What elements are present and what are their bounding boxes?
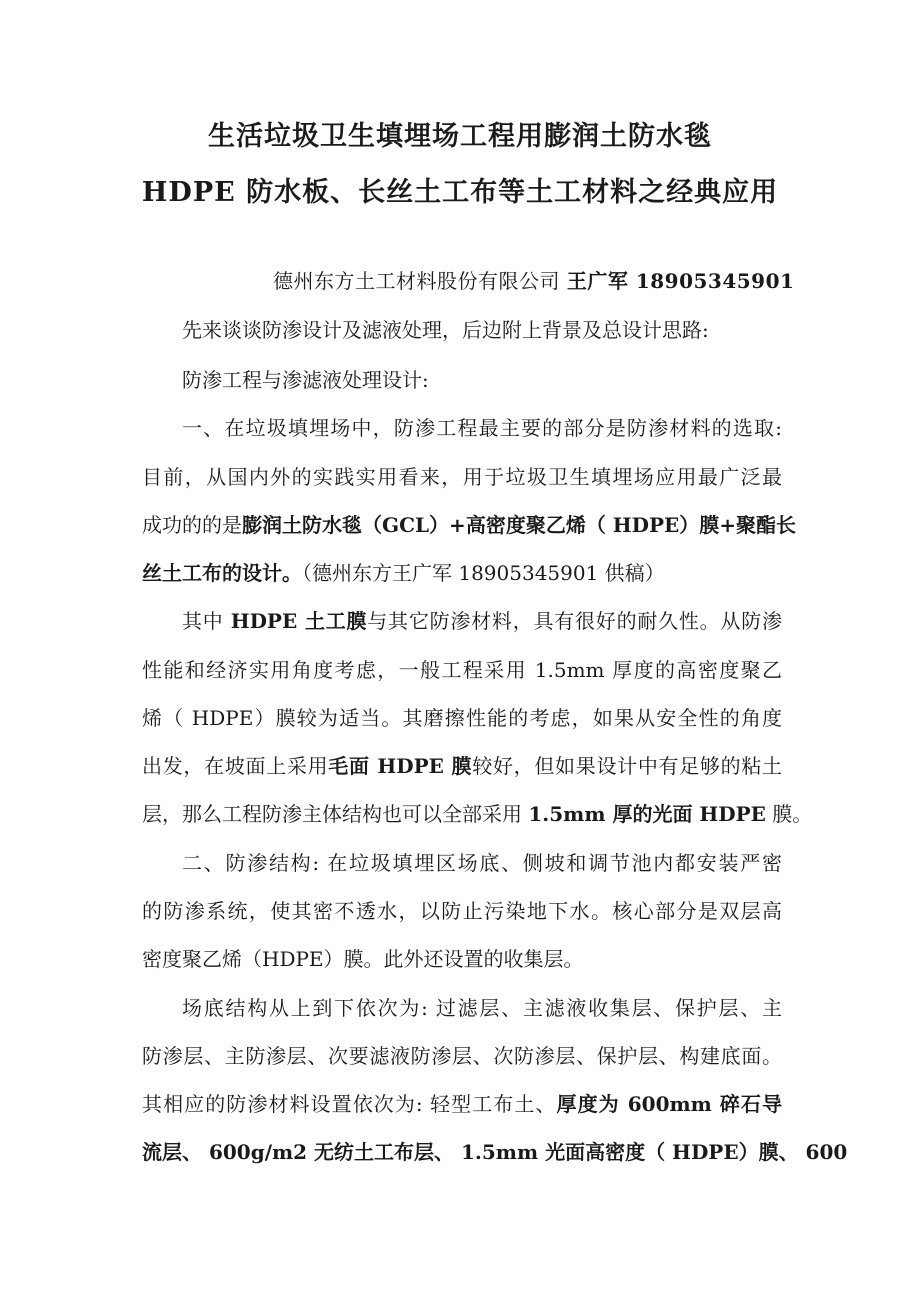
text-run: 层，那么工程防渗主体结构也可以全部采用 — [142, 802, 529, 826]
bold-run: 1.5mm 厚的光面 HDPE — [528, 802, 766, 826]
text-run: 膜。 — [765, 802, 813, 826]
bold-run: 毛面 HDPE 膜 — [328, 754, 473, 778]
paragraph-4-line-2: 防渗层、主防渗层、次要滤液防渗层、次防渗层、保护层、构建底面。 — [142, 1044, 782, 1068]
text-run: 其中 — [182, 609, 231, 633]
paragraph-2-line-4 — [142, 752, 782, 780]
text-run: 其相应的防渗材料设置依次为: 轻型工布土、 — [142, 1092, 557, 1116]
paragraph-3-line-3: 密度聚乙烯（HDPE）膜。此外还设置的收集层。 — [142, 947, 584, 971]
author-name: 王广军 18905345901 — [566, 269, 795, 293]
title-line-2: HDPE 防水板、长丝土工布等土工材料之经典应用 — [141, 177, 779, 208]
paragraph-1-line-4 — [142, 559, 782, 587]
paragraph-4-line-1: 场底结构从上到下依次为: 过滤层、主滤液收集层、保护层、主 — [182, 996, 782, 1020]
bold-run: HDPE 土工膜 — [230, 609, 368, 633]
paragraph-2-line-1 — [182, 607, 782, 635]
paragraph-3-line-1: 二、防渗结构: 在垃圾填埋区场底、侧坡和调节池内都安装严密 — [182, 851, 782, 875]
title-line-1: 生活垃圾卫生填埋场工程用膨润土防水毯 — [208, 121, 712, 152]
paragraph-1-line-3 — [142, 511, 797, 539]
text-run: 与其它防渗材料，具有很好的耐久性。从防渗 — [367, 609, 782, 633]
bold-run: 膨润土防水毯（GCL）+高密度聚乙烯（ HDPE）膜+聚酯长 — [242, 513, 797, 537]
paragraph-4-line-3 — [142, 1090, 782, 1118]
text-run: 较好，但如果设计中有足够的粘土 — [472, 754, 783, 778]
paragraph-2-line-3: 烯（ HDPE）膜较为适当。其磨擦性能的考虑，如果从安全性的角度 — [142, 706, 782, 730]
text-run: 出发，在坡面上采用 — [142, 754, 329, 778]
intro-line-2: 防渗工程与渗滤液处理设计: — [182, 368, 429, 392]
paragraph-1-line-1: 一、在垃圾填埋场中，防渗工程最主要的部分是防渗材料的选取: — [182, 416, 782, 440]
author-line — [273, 265, 794, 294]
paragraph-3-line-2: 的防渗系统，使其密不透水，以防止污染地下水。核心部分是双层高 — [142, 899, 782, 923]
bold-run: 厚度为 600mm 碎石导 — [556, 1092, 782, 1116]
text-run: 成功的的是 — [142, 513, 242, 537]
paragraph-2-line-2: 性能和经济实用角度考虑，一般工程采用 1.5mm 厚度的高密度聚乙 — [142, 658, 782, 682]
text-run: （德州东方王广军 18905345901 供稿） — [302, 561, 665, 585]
paragraph-4-line-4: 流层、 600g/m2 无纺土工布层、 1.5mm 光面高密度（ HDPE）膜、 600 — [142, 1140, 848, 1164]
paragraph-1-line-2: 目前，从国内外的实践实用看来，用于垃圾卫生填埋场应用最广泛最 — [142, 465, 782, 489]
bold-run: 丝土工布的设计。 — [142, 561, 302, 585]
intro-line-1: 先来谈谈防渗设计及滤液处理，后边附上背景及总设计思路: — [182, 318, 709, 342]
paragraph-2-line-5 — [142, 800, 813, 828]
author-company: 德州东方土工材料股份有限公司 — [273, 269, 560, 293]
